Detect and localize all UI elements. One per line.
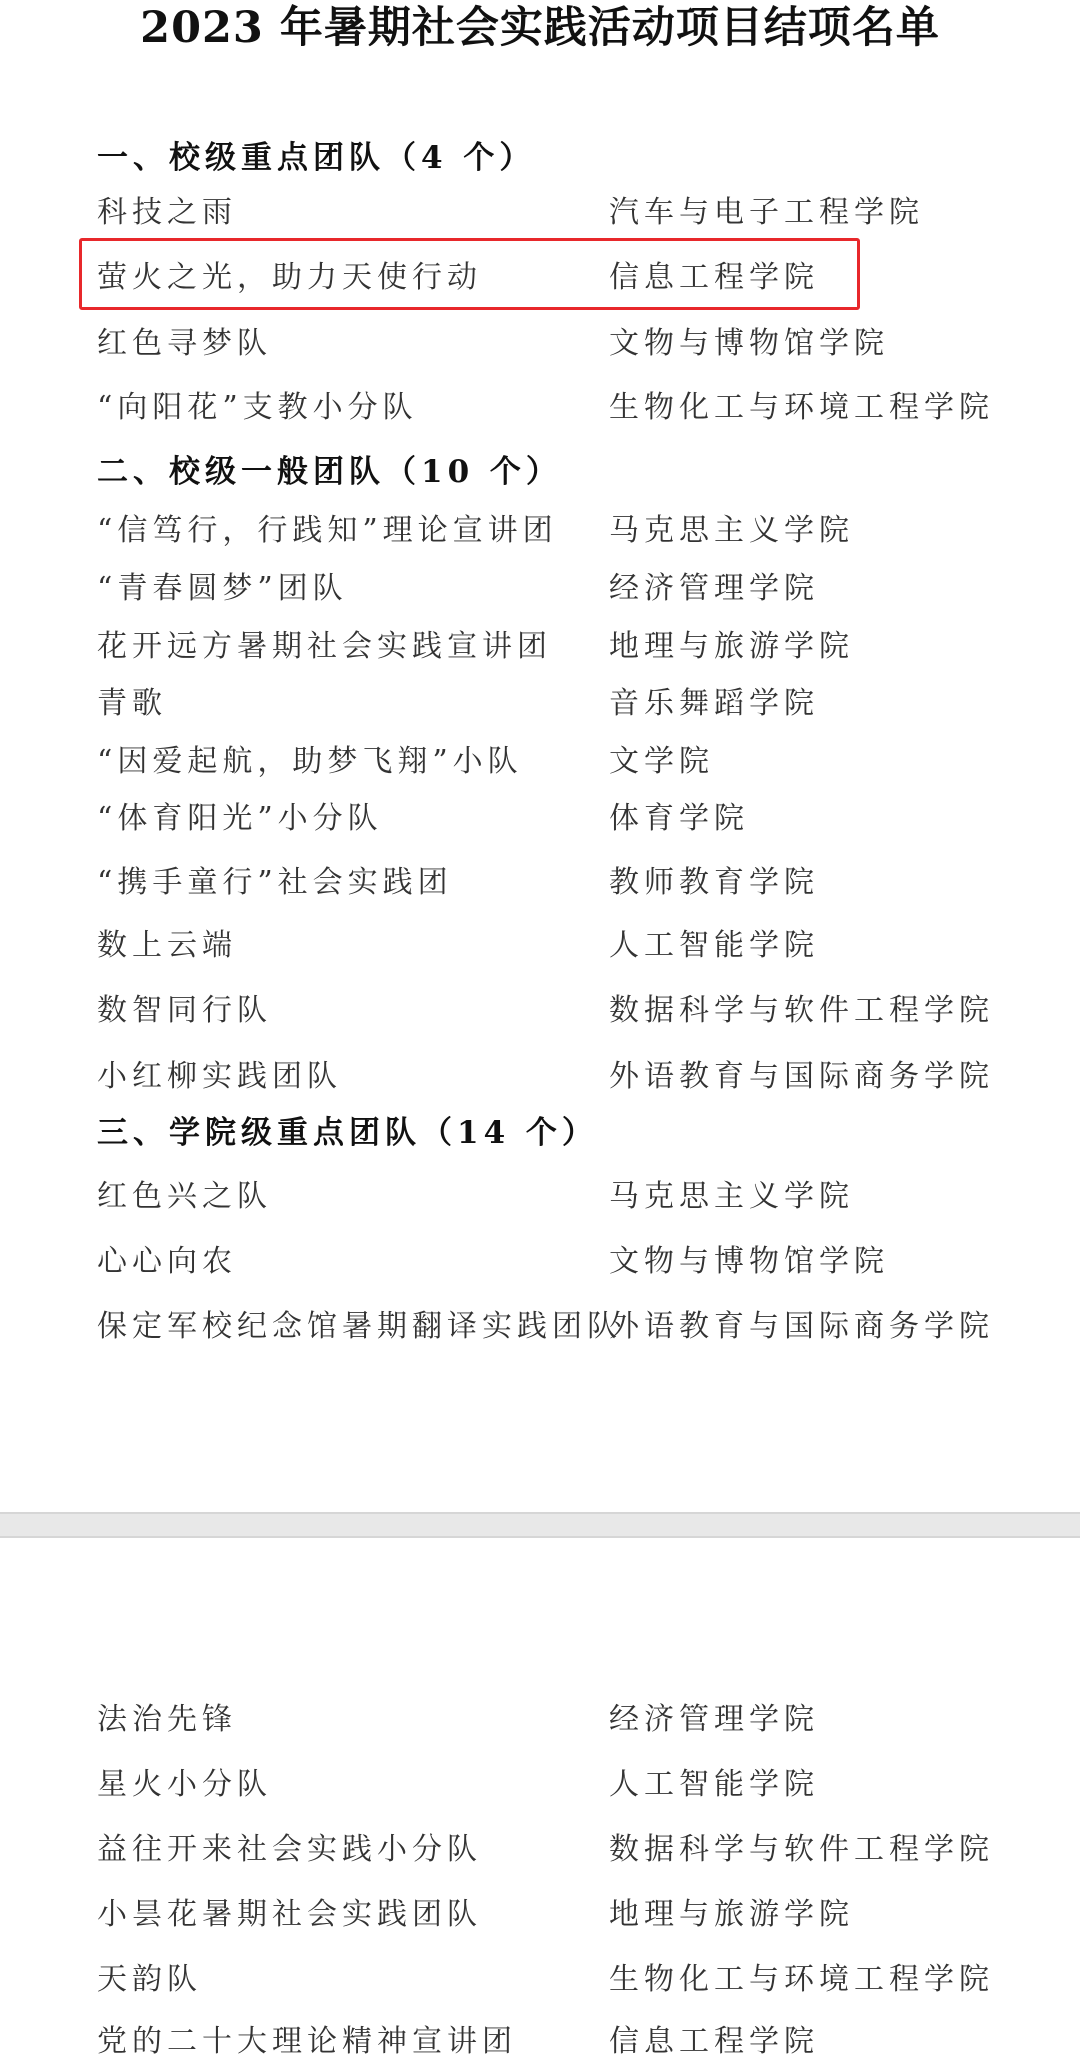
red-highlight-box [79, 238, 860, 310]
team-name: “因爱起航，助梦飞翔”小队 [97, 744, 523, 779]
team-name: 数上云端 [97, 928, 237, 963]
team-name: 红色兴之队 [97, 1179, 272, 1214]
college-name: 数据科学与软件工程学院 [609, 1832, 994, 1867]
list-row [0, 1057, 1080, 1097]
section-heading-college-key-teams: 三、学院级重点团队（14 个） [97, 1115, 598, 1151]
team-name: “向阳花”支教小分队 [97, 390, 418, 425]
team-name: 数智同行队 [97, 993, 272, 1028]
college-name: 体育学院 [609, 801, 749, 836]
list-row [0, 742, 1080, 782]
team-name: 益往开来社会实践小分队 [97, 1832, 482, 1867]
college-name: 人工智能学院 [609, 1767, 819, 1802]
document-title: 2023 年暑期社会实践活动项目结项名单 [140, 3, 940, 53]
list-row [0, 1307, 1080, 1347]
college-name: 经济管理学院 [609, 571, 819, 606]
list-row [0, 627, 1080, 667]
team-name: “青春圆梦”团队 [97, 571, 348, 606]
document-page-2 [0, 1538, 1080, 2059]
list-row [0, 926, 1080, 966]
list-row [0, 799, 1080, 839]
college-name: 马克思主义学院 [609, 513, 854, 548]
team-name: 科技之雨 [97, 195, 237, 230]
team-name: 法治先锋 [97, 1702, 237, 1737]
college-name: 文物与博物馆学院 [609, 326, 889, 361]
college-name: 文物与博物馆学院 [609, 1244, 889, 1279]
team-name: 萤火之光，助力天使行动 [97, 260, 482, 295]
team-name: “体育阳光”小分队 [97, 801, 383, 836]
team-name: 党的二十大理论精神宣讲团 [97, 2024, 517, 2059]
page-separator [0, 1512, 1080, 1538]
college-name: 生物化工与环境工程学院 [609, 390, 994, 425]
team-name: 心心向农 [97, 1244, 237, 1279]
section-heading-key-school-teams: 一、校级重点团队（4 个） [97, 140, 536, 176]
team-name: 星火小分队 [97, 1767, 272, 1802]
college-name: 经济管理学院 [609, 1702, 819, 1737]
college-name: 外语教育与国际商务学院 [609, 1059, 994, 1094]
college-name: 信息工程学院 [609, 2024, 819, 2059]
list-row [0, 863, 1080, 903]
list-row [0, 388, 1080, 428]
list-row [0, 1700, 1080, 1740]
section-heading-general-school-teams: 二、校级一般团队（10 个） [97, 454, 562, 490]
team-name: 保定军校纪念馆暑期翻译实践团队 [97, 1309, 622, 1344]
college-name: 文学院 [609, 744, 714, 779]
list-row [0, 1830, 1080, 1870]
list-row [0, 1895, 1080, 1935]
college-name: 信息工程学院 [609, 260, 819, 295]
team-name: 天韵队 [97, 1962, 202, 1997]
list-row [0, 1177, 1080, 1217]
list-row [0, 569, 1080, 609]
college-name: 外语教育与国际商务学院 [609, 1309, 994, 1344]
list-row [0, 1765, 1080, 1805]
college-name: 数据科学与软件工程学院 [609, 993, 994, 1028]
college-name: 教师教育学院 [609, 865, 819, 900]
team-name: 小红柳实践团队 [97, 1059, 342, 1094]
college-name: 地理与旅游学院 [609, 1897, 854, 1932]
team-name: 花开远方暑期社会实践宣讲团 [97, 629, 552, 664]
list-row [0, 1242, 1080, 1282]
college-name: 人工智能学院 [609, 928, 819, 963]
college-name: 生物化工与环境工程学院 [609, 1962, 994, 1997]
team-name: “信笃行，行践知”理论宣讲团 [97, 513, 558, 548]
college-name: 马克思主义学院 [609, 1179, 854, 1214]
list-row [0, 991, 1080, 1031]
team-name: “携手童行”社会实践团 [97, 865, 453, 900]
list-row [0, 193, 1080, 233]
college-name: 地理与旅游学院 [609, 629, 854, 664]
team-name: 小昙花暑期社会实践团队 [97, 1897, 482, 1932]
list-row [0, 511, 1080, 551]
list-row [0, 684, 1080, 724]
list-row [0, 1960, 1080, 2000]
team-name: 青歌 [97, 686, 167, 721]
list-row [0, 324, 1080, 364]
college-name: 汽车与电子工程学院 [609, 195, 924, 230]
list-row-partially-visible [0, 2022, 1080, 2062]
college-name: 音乐舞蹈学院 [609, 686, 819, 721]
team-name: 红色寻梦队 [97, 326, 272, 361]
